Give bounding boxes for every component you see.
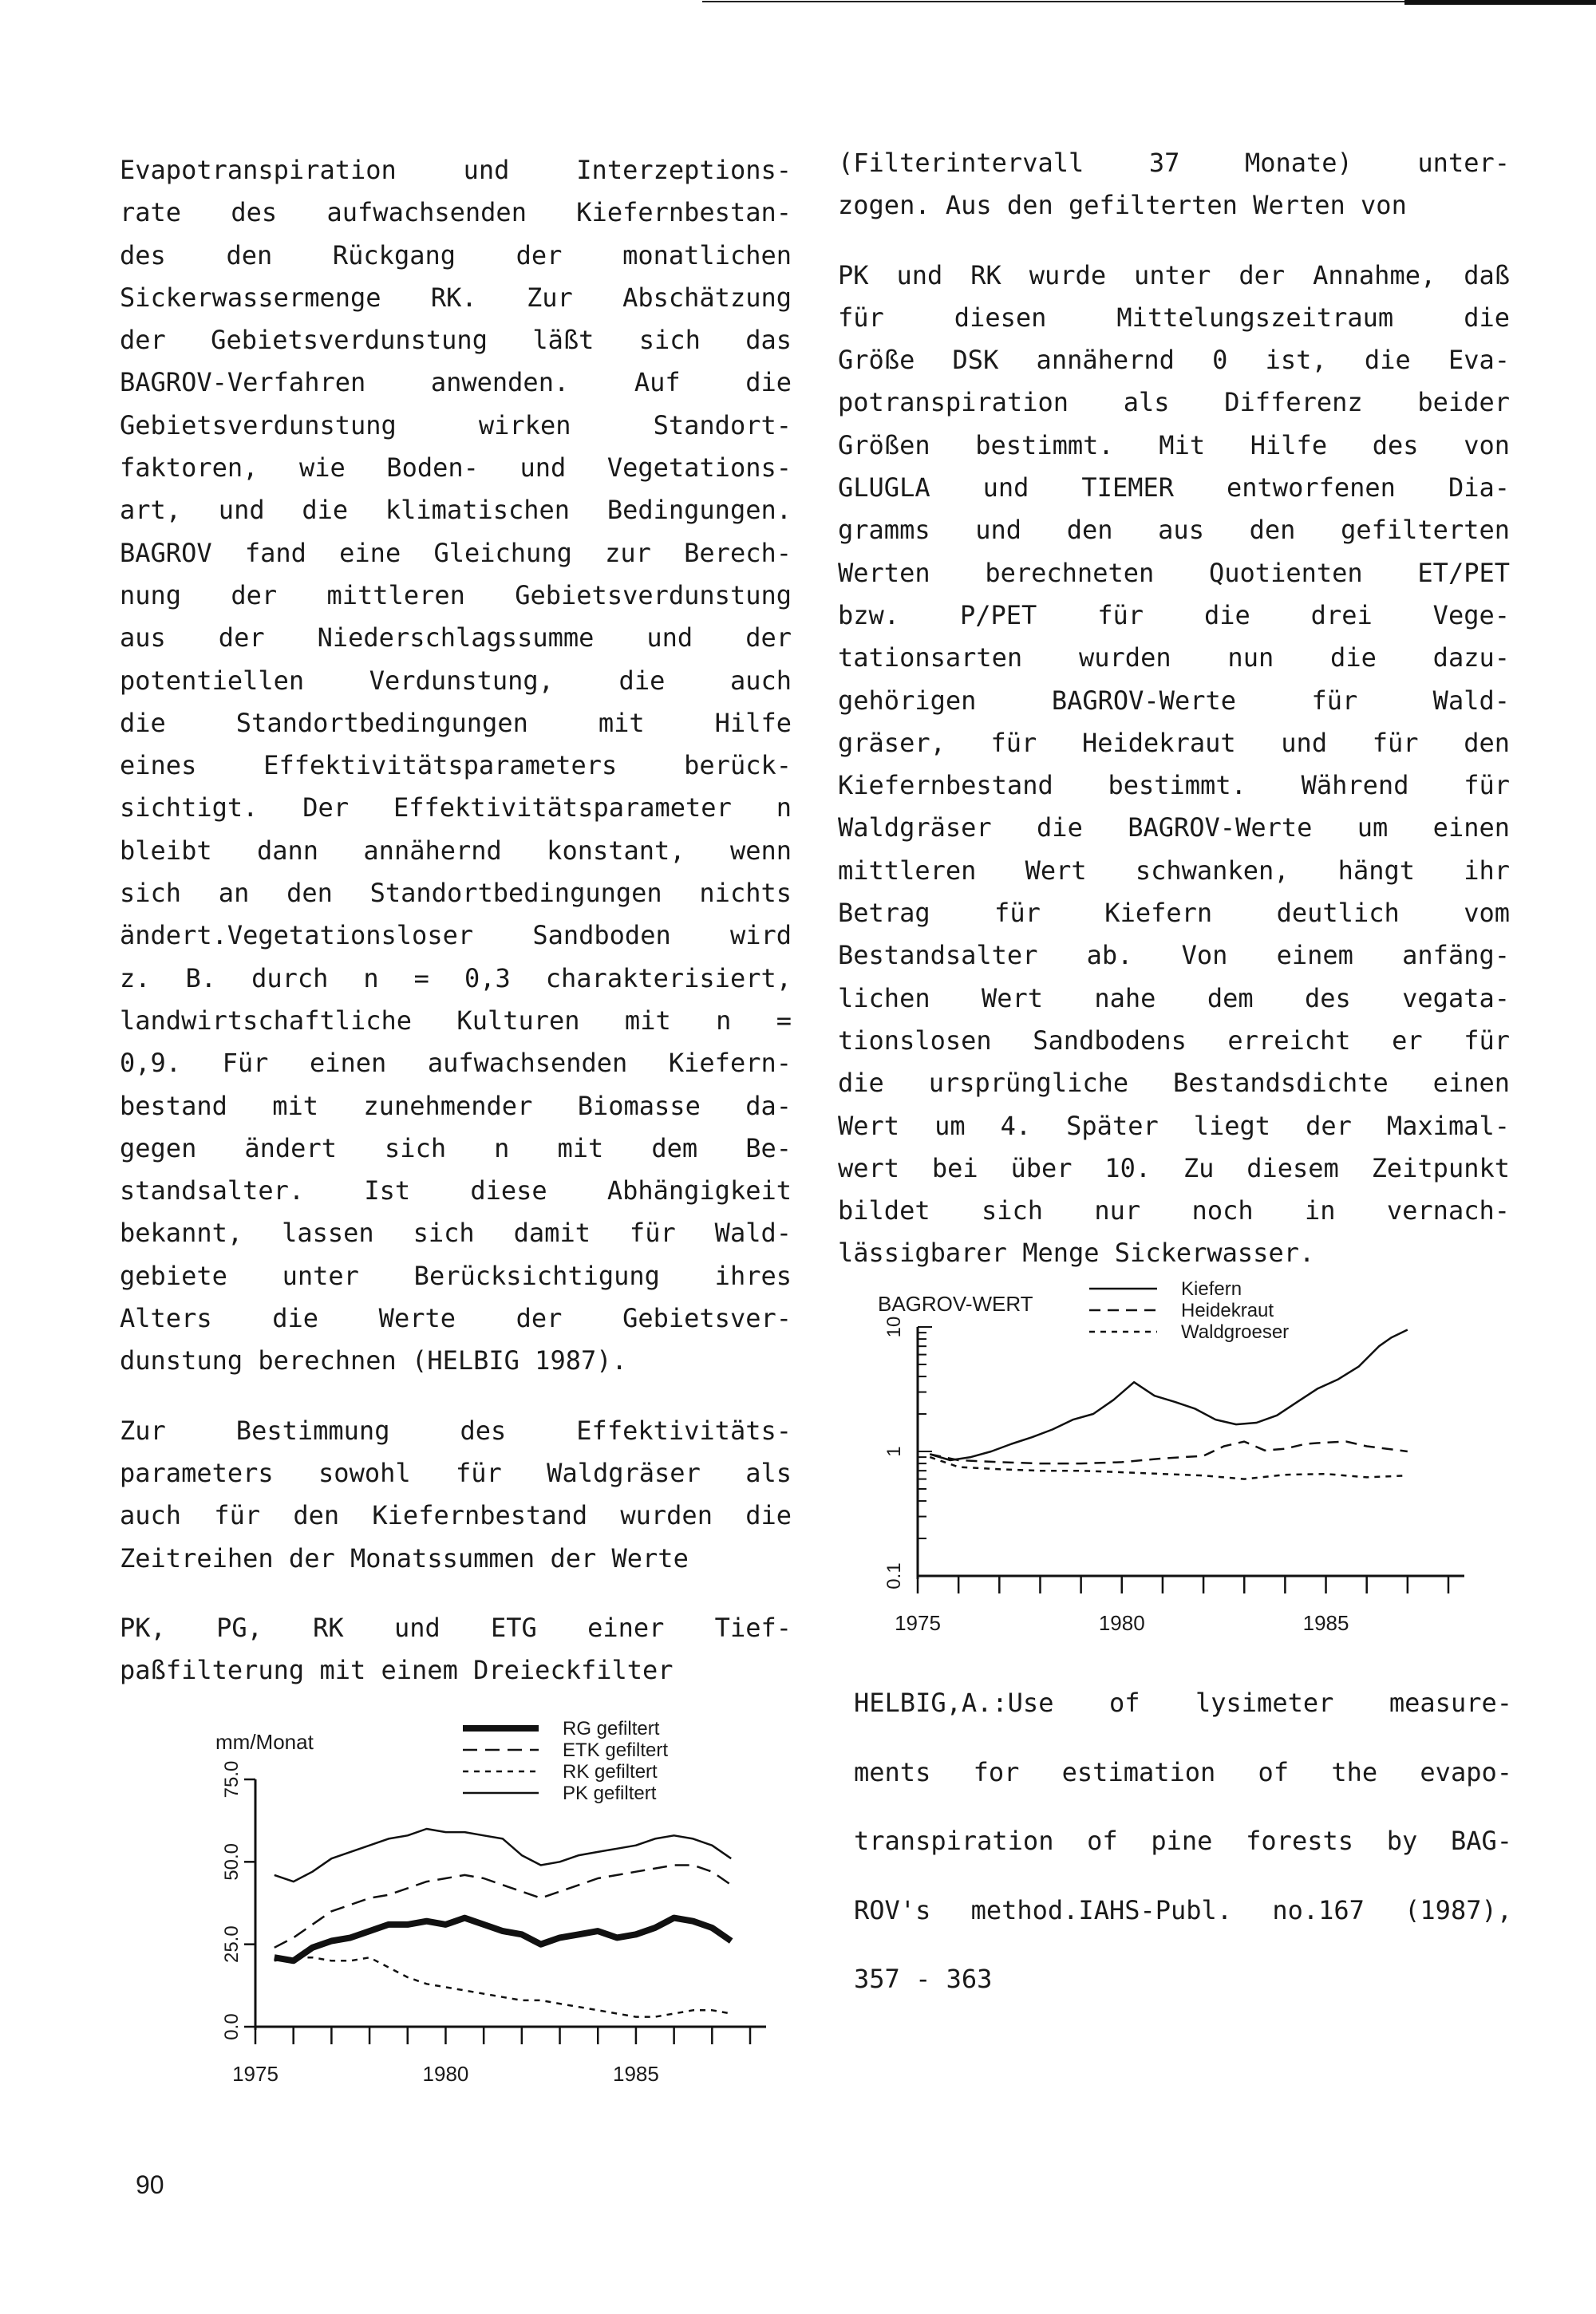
text-line: bekannt, lassen sich damit für Wald-	[120, 1218, 792, 1249]
text-line: GLUGLA und TIEMER entworfenen Dia-	[838, 472, 1510, 503]
text-line: eines Effektivitätsparameters berück-	[120, 750, 792, 781]
y-tick-label: 10	[883, 1316, 905, 1338]
y-tick-label: 0.0	[221, 2013, 243, 2040]
text-line: Evapotranspiration und Interzeptions-	[120, 155, 792, 185]
x-tick-label: 1985	[1302, 1611, 1349, 1632]
text-line: bzw. P/PET für die drei Vege-	[838, 599, 1510, 630]
x-tick-label: 1975	[232, 2062, 279, 2086]
text-line: die ursprüngliche Bestandsdichte einen	[838, 1068, 1510, 1099]
y-axis-label: mm/Monat	[215, 1730, 314, 1754]
text-line: landwirtschaftliche Kulturen mit n =	[120, 1005, 792, 1036]
page-number: 90	[136, 2170, 164, 2199]
text-line: HELBIG,A.:Use of lysimeter measure-	[854, 1688, 1512, 1718]
reference	[854, 1656, 1512, 2027]
paragraph	[120, 149, 792, 1383]
text-line: Zur Bestimmung des Effektivitäts-	[120, 1415, 792, 1446]
paragraph	[120, 1607, 792, 1692]
text-line: PK, PG, RK und ETG einer Tief-	[120, 1612, 792, 1643]
text-line: wert bei über 10. Zu diesem Zeitpunkt	[838, 1152, 1510, 1183]
legend-label: PK gefiltert	[563, 1783, 657, 1804]
text-line: 0,9. Für einen aufwachsenden Kiefern-	[120, 1048, 792, 1079]
text-line: standsalter. Ist diese Abhängigkeit	[120, 1175, 792, 1206]
text-line: lichen Wert nahe dem des vegata-	[838, 982, 1510, 1013]
text-line: ments for estimation of the evapo-	[854, 1756, 1512, 1787]
text-line: Bestandsalter ab. Von einem anfäng-	[838, 940, 1510, 971]
legend-label: Waldgroeser	[1181, 1321, 1290, 1343]
text-line: z. B. durch n = 0,3 charakterisiert,	[120, 962, 792, 993]
text-line: tationsarten wurden nun die dazu-	[838, 642, 1510, 673]
text-line: gegen ändert sich n mit dem Be-	[120, 1132, 792, 1163]
text-line: die Standortbedingungen mit Hilfe	[120, 707, 792, 738]
text-line: bestand mit zunehmender Biomasse da-	[120, 1090, 792, 1121]
text-line: Alters die Werte der Gebietsver-	[120, 1303, 792, 1334]
text-line: Betrag für Kiefern deutlich vom	[838, 898, 1510, 929]
x-tick-label: 1980	[1098, 1611, 1145, 1632]
text-line: aus der Niederschlagssumme und der	[120, 622, 792, 654]
text-line: Waldgräser die BAGROV-Werte um einen	[838, 812, 1510, 843]
y-tick-label: 50.0	[221, 1842, 243, 1881]
right-column	[838, 142, 1510, 1275]
series-line-1	[930, 1442, 1408, 1464]
x-tick-label: 1980	[422, 2062, 469, 2086]
text-line: dunstung berechnen (HELBIG 1987).	[120, 1345, 627, 1376]
text-line: bildet sich nur noch in vernach-	[838, 1195, 1510, 1226]
text-line: nung der mittleren Gebietsverdunstung	[120, 579, 792, 610]
paragraph	[838, 142, 1510, 227]
legend-label: Heidekraut	[1181, 1300, 1274, 1321]
text-line: art, und die klimatischen Bedingungen.	[120, 495, 792, 526]
text-line: für diesen Mittelungszeitraum die	[838, 302, 1510, 333]
legend-label: RK gefiltert	[563, 1761, 658, 1783]
y-tick-label: 75.0	[221, 1760, 243, 1799]
series-line-0	[930, 1330, 1408, 1461]
text-line: zogen. Aus den gefilterten Werten von	[838, 190, 1407, 221]
text-line: parameters sowohl für Waldgräser als	[120, 1457, 792, 1488]
text-line: potentiellen Verdunstung, die auch	[120, 665, 792, 696]
text-line: bleibt dann annähernd konstant, wenn	[120, 835, 792, 866]
series-line-0	[275, 1918, 731, 1961]
text-line: rate des aufwachsenden Kiefernbestan-	[120, 197, 792, 228]
series-line-3	[275, 1829, 731, 1882]
series-line-2	[930, 1457, 1408, 1479]
y-tick-label: 25.0	[221, 1925, 243, 1964]
text-line: ROV's method.IAHS-Publ. no.167 (1987),	[854, 1894, 1512, 1925]
legend-label: RG gefiltert	[563, 1718, 660, 1739]
x-tick-label: 1975	[895, 1611, 941, 1632]
text-line: Sickerwassermenge RK. Zur Abschätzung	[120, 282, 792, 313]
text-line: Werten berechneten Quotienten ET/PET	[838, 557, 1510, 588]
left-column	[120, 149, 792, 1692]
text-line: ändert.Vegetationsloser Sandboden wird	[120, 920, 792, 951]
text-line: faktoren, wie Boden- und Vegetations-	[120, 452, 792, 484]
legend-label: ETK gefiltert	[563, 1739, 669, 1761]
monthly-chart	[200, 1716, 774, 2099]
text-line: sichtigt. Der Effektivitätsparameter n	[120, 792, 792, 823]
text-line: PK und RK wurde unter der Annahme, daß	[838, 259, 1510, 290]
x-tick-label: 1985	[613, 2062, 659, 2086]
text-line: Größe DSK annähernd 0 ist, die Eva-	[838, 345, 1510, 376]
text-line: der Gebietsverdunstung läßt sich das	[120, 325, 792, 356]
text-line: gramms und den aus den gefilterten	[838, 515, 1510, 546]
legend-label: Kiefern	[1181, 1278, 1242, 1300]
text-line: 357 - 363	[854, 1964, 993, 1994]
text-line: Kiefernbestand bestimmt. Während für	[838, 770, 1510, 801]
text-line: (Filterintervall 37 Monate) unter-	[838, 148, 1510, 178]
text-line: Größen bestimmt. Mit Hilfe des von	[838, 429, 1510, 460]
text-line: des den Rückgang der monatlichen	[120, 239, 792, 270]
top-rule	[702, 0, 1596, 10]
text-line: BAGROV-Verfahren anwenden. Auf die	[120, 367, 792, 398]
y-tick-label: 0.1	[883, 1562, 905, 1589]
text-line: lässigbarer Menge Sickerwasser.	[838, 1238, 1315, 1269]
bagrov-chart	[862, 1273, 1500, 1632]
text-line: mittleren Wert schwanken, hängt ihr	[838, 855, 1510, 886]
text-line: BAGROV fand eine Gleichung zur Berech-	[120, 537, 792, 568]
text-line: sich an den Standortbedingungen nichts	[120, 878, 792, 909]
text-line: gräser, für Heidekraut und für den	[838, 727, 1510, 758]
y-tick-label: 1	[883, 1446, 905, 1457]
text-line: Gebietsverdunstung wirken Standort-	[120, 409, 792, 440]
text-line: Wert um 4. Später liegt der Maximal-	[838, 1110, 1510, 1141]
text-line: tionslosen Sandbodens erreicht er für	[838, 1025, 1510, 1056]
paragraph	[838, 255, 1510, 1275]
series-line-1	[275, 1866, 731, 1948]
text-line: auch für den Kiefernbestand wurden die	[120, 1500, 792, 1531]
text-line: transpiration of pine forests by BAG-	[854, 1826, 1512, 1856]
text-line: potranspiration als Differenz beider	[838, 387, 1510, 418]
text-line: paßfilterung mit einem Dreieckfilter	[120, 1655, 674, 1686]
text-line: gebiete unter Berücksichtigung ihres	[120, 1260, 792, 1291]
y-axis-label: BAGROV-WERT	[878, 1292, 1033, 1316]
paragraph	[120, 1410, 792, 1580]
text-line: Zeitreihen der Monatssummen der Werte	[120, 1542, 689, 1574]
series-line-2	[275, 1957, 731, 2016]
text-line: gehörigen BAGROV-Werte für Wald-	[838, 685, 1510, 716]
